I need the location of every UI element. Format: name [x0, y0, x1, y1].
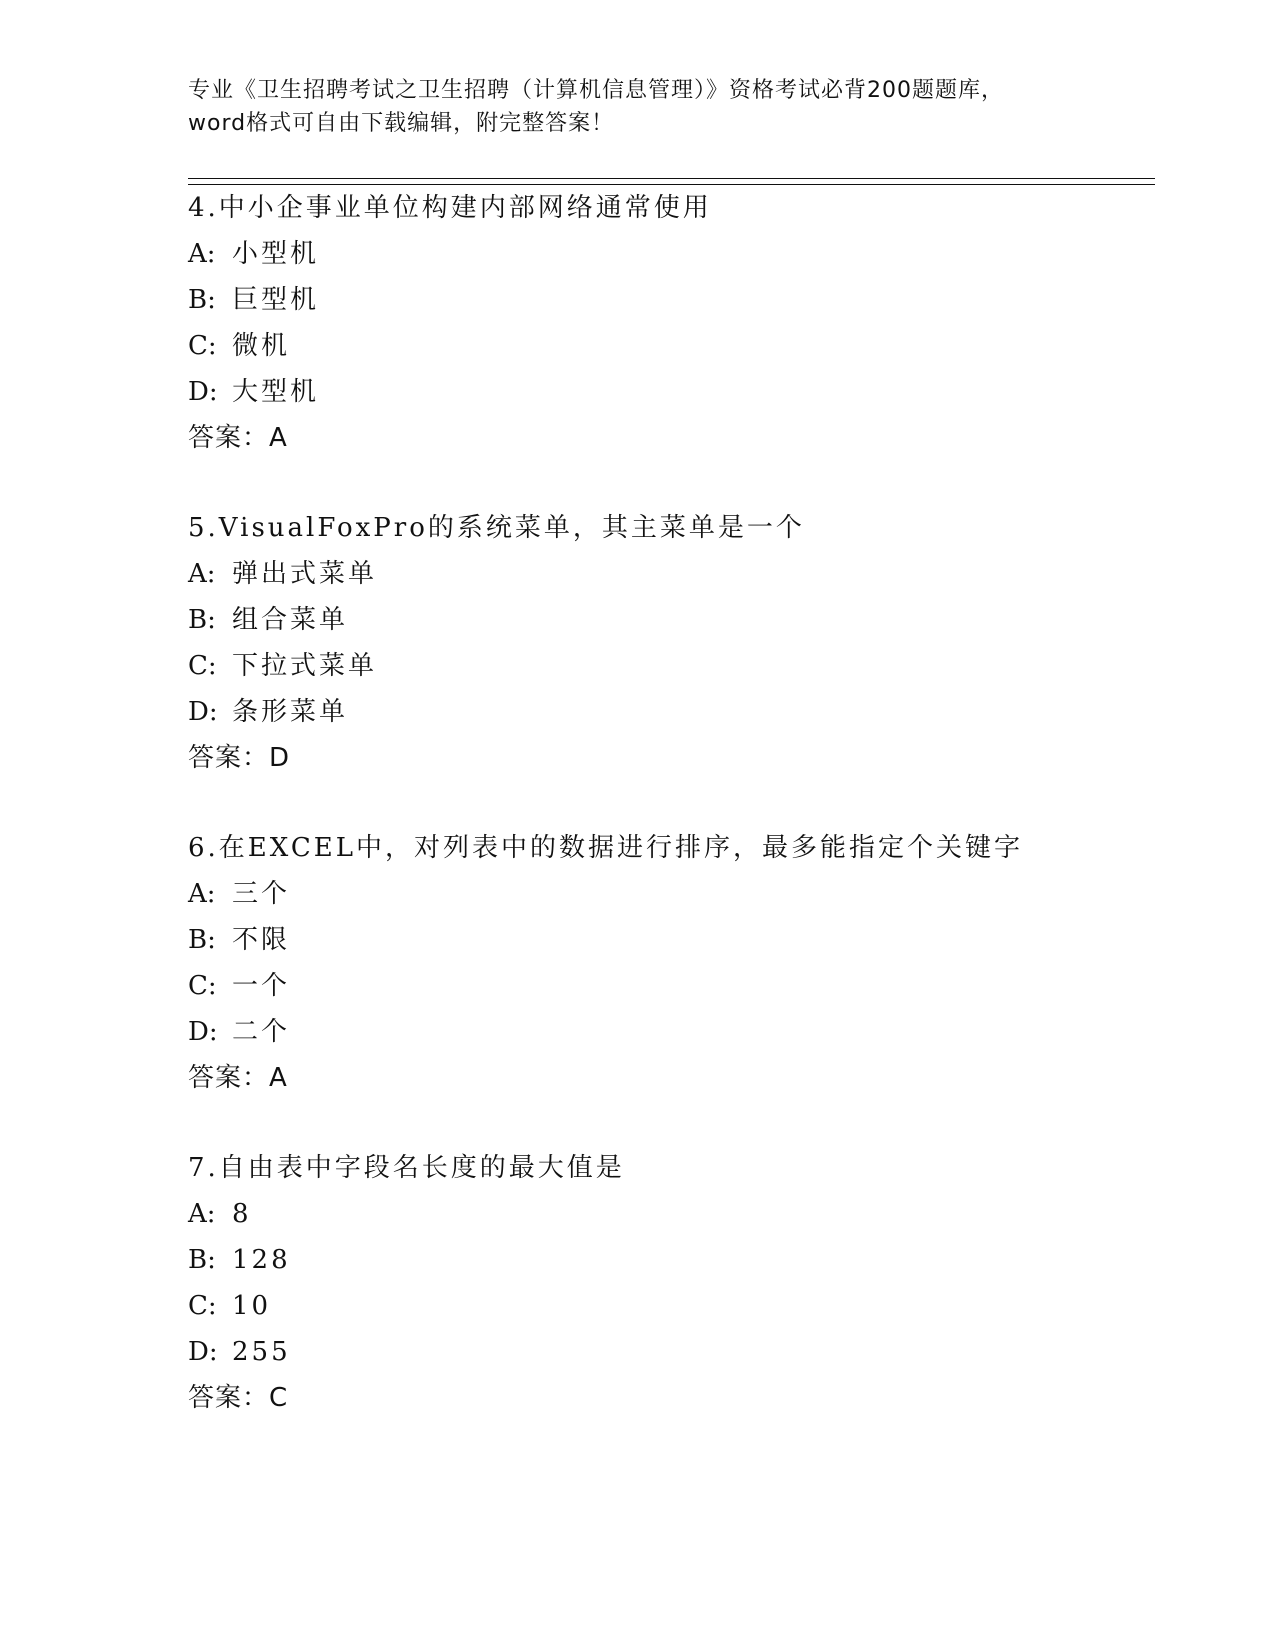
option-a [188, 1191, 1148, 1237]
option-letter: D: [188, 1337, 218, 1367]
document-header [188, 74, 1088, 140]
option-d [188, 1009, 1148, 1055]
option-text: 弹出式菜单 [232, 559, 378, 589]
question-5 [188, 505, 1148, 781]
option-text: 128 [232, 1245, 291, 1275]
answer-line: 答案：D [188, 743, 291, 773]
option-c [188, 323, 1148, 369]
option-b [188, 1237, 1148, 1283]
header-line-1: 专业《卫生招聘考试之卫生招聘（计算机信息管理）》资格考试必背200题题库， [188, 78, 1004, 103]
option-text: 三个 [232, 879, 291, 909]
option-letter: A: [188, 239, 216, 269]
option-letter: D: [188, 697, 218, 727]
option-letter: C: [188, 1291, 217, 1321]
question-7 [188, 1145, 1148, 1421]
option-text: 一个 [232, 971, 291, 1001]
option-text: 组合菜单 [232, 605, 349, 635]
option-d [188, 369, 1148, 415]
option-a [188, 231, 1148, 277]
question-title: 5.VisualFoxPro的系统菜单，其主菜单是一个 [188, 513, 805, 543]
question-title: 6.在EXCEL中，对列表中的数据进行排序，最多能指定个关键字 [188, 833, 1023, 863]
option-letter: D: [188, 377, 218, 407]
option-text: 微机 [232, 331, 291, 361]
option-text: 下拉式菜单 [232, 651, 378, 681]
question-title: 4.中小企事业单位构建内部网络通常使用 [188, 193, 712, 223]
option-letter: C: [188, 651, 217, 681]
question-6 [188, 825, 1148, 1101]
option-text: 二个 [232, 1017, 291, 1047]
option-d [188, 1329, 1148, 1375]
option-letter: B: [188, 1245, 216, 1275]
option-a [188, 551, 1148, 597]
option-letter: A: [188, 1199, 216, 1229]
option-b [188, 277, 1148, 323]
answer-line: 答案：C [188, 1383, 289, 1413]
option-c [188, 643, 1148, 689]
option-text: 10 [232, 1291, 272, 1321]
option-letter: B: [188, 285, 216, 315]
option-letter: A: [188, 879, 216, 909]
option-c [188, 963, 1148, 1009]
question-4 [188, 185, 1148, 461]
option-letter: D: [188, 1017, 218, 1047]
question-title: 7.自由表中字段名长度的最大值是 [188, 1153, 625, 1183]
option-letter: B: [188, 605, 216, 635]
option-c [188, 1283, 1148, 1329]
option-text: 巨型机 [232, 285, 320, 315]
option-letter: A: [188, 559, 216, 589]
answer-line: 答案：A [188, 1063, 288, 1093]
option-b [188, 597, 1148, 643]
header-divider-top [188, 178, 1155, 179]
option-text: 不限 [232, 925, 291, 955]
option-text: 8 [232, 1199, 252, 1229]
option-b [188, 917, 1148, 963]
option-text: 大型机 [232, 377, 320, 407]
option-text: 条形菜单 [232, 697, 349, 727]
option-text: 255 [232, 1337, 291, 1367]
option-text: 小型机 [232, 239, 320, 269]
option-letter: C: [188, 971, 217, 1001]
option-letter: C: [188, 331, 217, 361]
option-letter: B: [188, 925, 216, 955]
option-d [188, 689, 1148, 735]
answer-line: 答案：A [188, 423, 288, 453]
option-a [188, 871, 1148, 917]
header-line-2: word格式可自由下载编辑，附完整答案！ [188, 111, 615, 136]
